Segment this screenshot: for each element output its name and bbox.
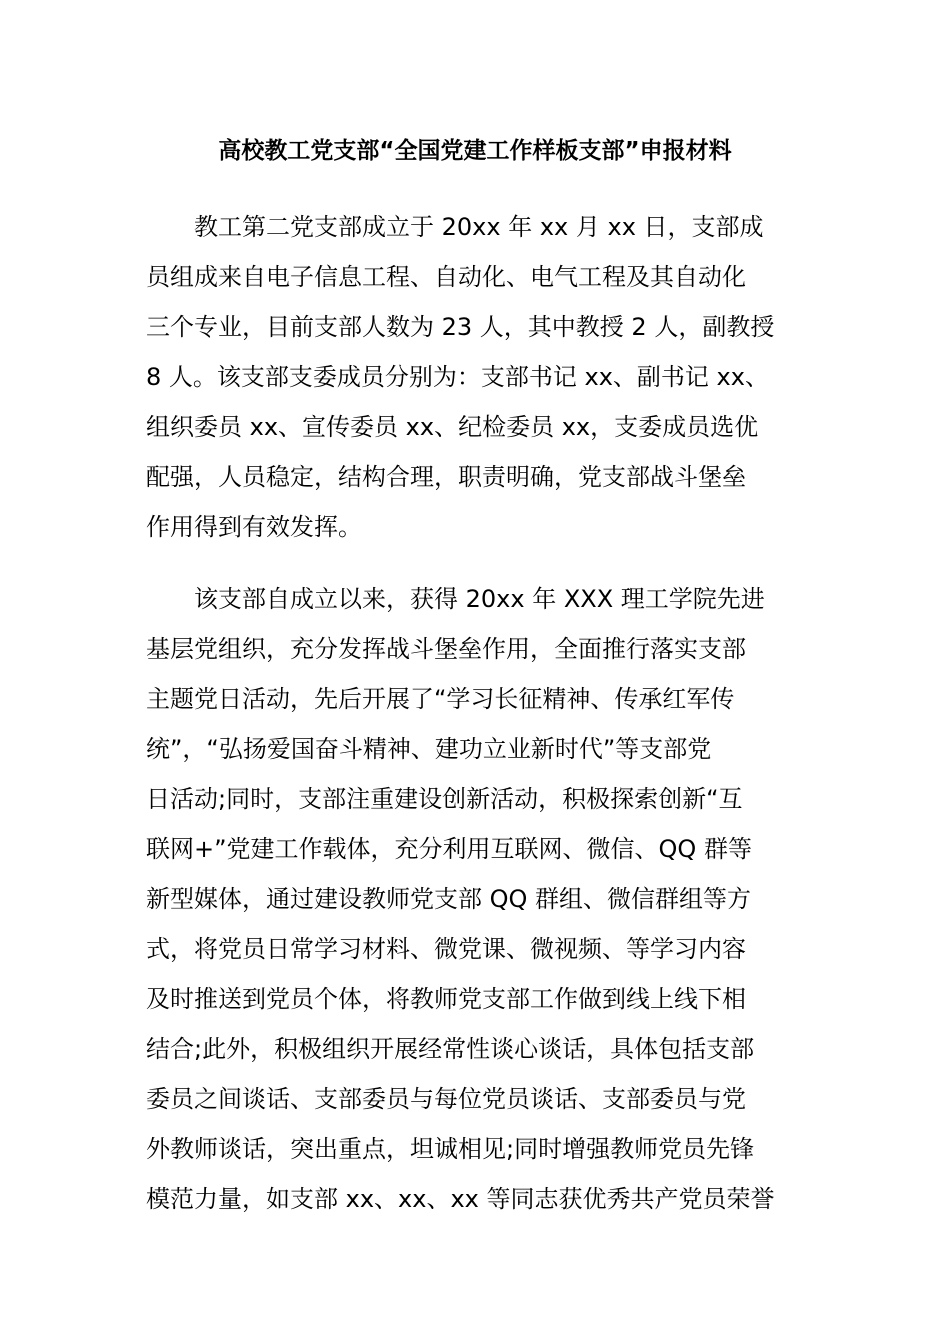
text-line: 配强，人员稳定，结构合理，职责明确，党支部战斗堡垒 [146, 463, 746, 491]
text-line: 结合;此外，积极组织开展经常性谈心谈话，具体包括支部 [146, 1035, 755, 1063]
text-line: 委员之间谈话、支部委员与每位党员谈话、支部委员与党 [146, 1085, 746, 1113]
paragraph-2 [146, 574, 816, 1224]
text-line: 基层党组织，充分发挥战斗堡垒作用，全面推行落实支部 [146, 635, 746, 663]
text-line: 模范力量，如支部 xx、xx、xx 等同志获优秀共产党员荣誉 [146, 1185, 775, 1213]
text-line: 教工第二党支部成立于 20xx 年 xx 月 xx 日，支部成 [194, 213, 764, 241]
text-line: 新型媒体，通过建设教师党支部 QQ 群组、微信群组等方 [146, 885, 752, 913]
text-line: 8 人。该支部支委成员分别为：支部书记 xx、副书记 xx、 [146, 363, 769, 391]
text-line: 式，将党员日常学习材料、微党课、微视频、等学习内容 [146, 935, 746, 963]
text-line: 三个专业，目前支部人数为 23 人，其中教授 2 人，副教授 [146, 313, 775, 341]
text-line: 作用得到有效发挥。 [146, 513, 362, 541]
text-line: 联网+”党建工作载体，充分利用互联网、微信、QQ 群等 [146, 835, 752, 863]
text-line: 员组成来自电子信息工程、自动化、电气工程及其自动化 [146, 263, 746, 291]
text-line: 外教师谈话，突出重点，坦诚相见;同时增强教师党员先锋 [146, 1135, 755, 1163]
text-line: 及时推送到党员个体，将教师党支部工作做到线上线下相 [146, 985, 746, 1013]
text-line: 日活动;同时，支部注重建设创新活动，积极探索创新“互 [146, 785, 743, 813]
text-line: 统”，“弘扬爱国奋斗精神、建功立业新时代”等支部党 [146, 735, 712, 763]
paragraph-1 [146, 202, 816, 552]
text-line: 组织委员 xx、宣传委员 xx、纪检委员 xx，支委成员选优 [146, 413, 759, 441]
document-title: 高校教工党支部“全国党建工作样板支部”申报材料 [218, 138, 732, 164]
text-line: 主题党日活动，先后开展了“学习长征精神、传承红军传 [146, 685, 735, 713]
text-line: 该支部自成立以来，获得 20xx 年 XXX 理工学院先进 [194, 585, 765, 613]
